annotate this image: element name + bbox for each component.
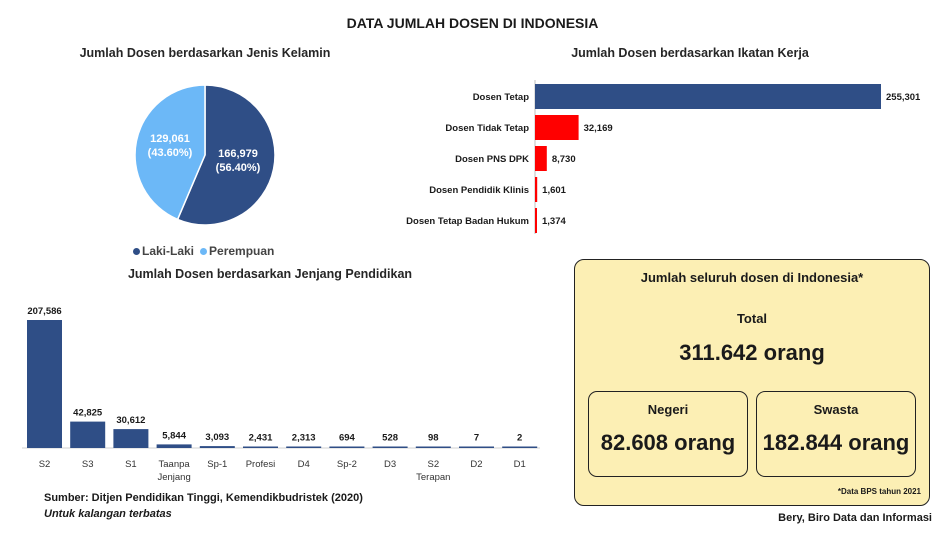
vbar-category-label: Profesi (245, 459, 276, 470)
vbar-sp-2 (329, 447, 364, 449)
total-value: 311.642 orang (679, 340, 825, 365)
vbar-value-label: 3,093 (205, 432, 230, 444)
vbar-d4 (286, 447, 321, 449)
summary-note: *Data BPS tahun 2021 (837, 487, 921, 496)
negeri-value: 82.608 orang (600, 430, 736, 455)
swasta-label: Swasta (813, 402, 859, 417)
vbar-s3 (70, 422, 105, 448)
vbar-sp-1 (200, 446, 235, 448)
hbar-value-label: 8,730 (551, 154, 576, 165)
vbar-category-label: S2 (38, 459, 51, 470)
pie-label-laki-laki-pct: (56.40%) (215, 162, 261, 174)
pie-label-perempuan-value: 129,061 (150, 133, 190, 145)
pie-label-perempuan-pct: (43.60%) (147, 147, 193, 159)
vbar-category-label: Sp-1 (207, 459, 228, 470)
negeri-label: Negeri (647, 402, 689, 417)
summary-title: Jumlah seluruh dosen di Indonesia* (640, 270, 864, 285)
vbar-value-label: 2,431 (248, 432, 273, 444)
total-label: Total (736, 311, 768, 326)
vbar-d3 (373, 447, 408, 449)
hbar-value-label: 255,301 (886, 92, 921, 103)
vbar-category-label: S1 (125, 459, 137, 470)
vbar-value-label: 7 (473, 432, 480, 444)
vbar-value-label: 5,844 (162, 430, 186, 442)
vbar-category-label-line2: Terapan (416, 472, 451, 483)
vbar-category-label: D3 (384, 459, 397, 470)
vbar-category-label: D1 (513, 459, 526, 470)
vbar-category-label: Taanpa (158, 459, 190, 470)
vbar-s2-terapan (416, 447, 451, 449)
vbar-d2 (459, 447, 494, 449)
vbar-s2 (27, 320, 62, 448)
vbar-value-label: 42,825 (73, 407, 103, 419)
vbar-taanpa-jenjang (157, 444, 192, 448)
vbar-category-label: S3 (81, 459, 94, 470)
vbar-d1 (502, 447, 537, 449)
hbar-category-label: Dosen Tidak Tetap (445, 123, 529, 134)
hbar-value-label: 1,374 (542, 216, 566, 227)
vbar-value-label: 528 (382, 432, 399, 444)
vbar-value-label: 2 (517, 432, 523, 444)
summary-box (574, 259, 930, 506)
credit-text: Bery, Biro Data dan Informasi (778, 512, 932, 524)
pie-chart-title: Jumlah Dosen berdasarkan Jenis Kelamin (79, 46, 331, 60)
hbar-category-label: Dosen Pendidik Klinis (429, 185, 529, 196)
vbar-value-label: 207,586 (27, 306, 62, 317)
hbar-category-label: Dosen PNS DPK (455, 154, 529, 165)
hbar-value-label: 1,601 (542, 185, 566, 196)
vbar-s1 (113, 429, 148, 448)
hbar-value-label: 32,169 (583, 123, 613, 134)
hbar-category-label: Dosen Tetap (472, 92, 529, 103)
legend-label-laki-laki: Laki-Laki (142, 244, 195, 258)
legend-label-perempuan: Perempuan (209, 244, 275, 258)
vbar-value-label: 98 (428, 432, 439, 444)
vbar-category-label: D4 (297, 459, 310, 470)
vbar-category-label: Sp-2 (336, 459, 357, 470)
vbar-value-label: 694 (338, 432, 355, 444)
negeri-box (588, 391, 748, 477)
restricted-text: Untuk kalangan terbatas (44, 508, 172, 520)
vbar-category-label: D2 (470, 459, 483, 470)
vbar-category-label: S2 (427, 459, 440, 470)
hbar-category-label: Dosen Tetap Badan Hukum (406, 216, 529, 227)
vbar-value-label: 2,313 (291, 432, 316, 444)
swasta-value: 182.844 orang (762, 430, 910, 455)
swasta-box (756, 391, 916, 477)
page-title: DATA JUMLAH DOSEN DI INDONESIA (346, 15, 599, 31)
source-text: Sumber: Ditjen Pendidikan Tinggi, Kemendikbudristek (2020) (44, 492, 363, 504)
vbar-category-label-line2: Jenjang (157, 472, 191, 483)
vbar-profesi (243, 447, 278, 449)
vbar-value-label: 30,612 (116, 415, 146, 427)
pie-label-laki-laki-value: 166,979 (218, 148, 258, 160)
hbar-chart-title: Jumlah Dosen berdasarkan Ikatan Kerja (571, 46, 809, 60)
vbar-chart-title: Jumlah Dosen berdasarkan Jenjang Pendidikan (127, 267, 413, 281)
